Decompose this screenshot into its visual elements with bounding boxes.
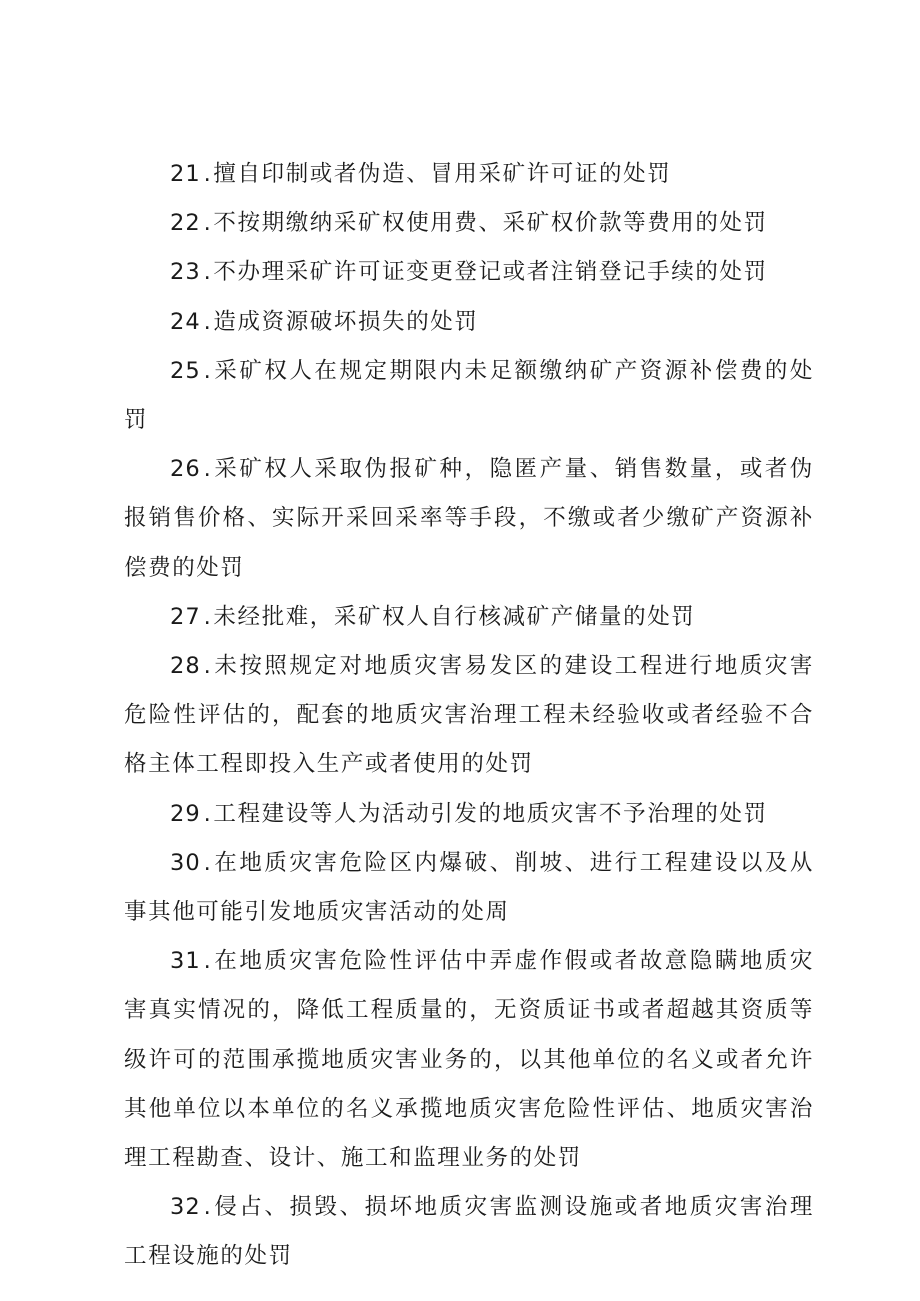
item-number: 21 (170, 161, 201, 187)
list-item: 22 .不按期缴纳采矿权使用费、采矿权价款等费用的处罚 (170, 210, 768, 237)
item-text: 侵占、损毁、损坏地质灾害监测设施或者地质灾害治理工程设施的处罚 (124, 1194, 814, 1270)
list-item: 23 .不办理采矿许可证变更登记或者注销登记手续的处罚 (170, 259, 768, 286)
list-item: 29 .工程建设等人为活动引发的地质灾害不予治理的处罚 (170, 800, 768, 827)
item-text: 未经批难，采矿权人自行核减矿产储量的处罚 (213, 603, 696, 630)
item-number: 24 (170, 308, 201, 335)
item-number: 31 (170, 948, 201, 975)
list-item: 28 .未按照规定对地质灾害易发区的建设工程进行地质灾害危险性评估的，配套的地质灾害治理工程未经验收或者经验不合格主体工程即投入生产或者使用的处罚 (124, 653, 814, 778)
item-text: 工程建设等人为活动引发的地质灾害不予治理的处罚 (213, 800, 768, 827)
item-number: 23 (170, 259, 201, 286)
item-number: 27 (170, 603, 201, 630)
list-item: 21 .擅自印制或者伪造、冒用采矿许可证的处罚 (170, 161, 672, 187)
item-text: 采矿权人在规定期限内未足额缴纳矿产资源补偿费的处罚 (124, 357, 814, 434)
list-item: 32 .侵占、损毁、损坏地质灾害监测设施或者地质灾害治理工程设施的处罚 (124, 1194, 814, 1270)
item-text: 在地质灾害危险区内爆破、削坡、进行工程建设以及从事其他可能引发地质灾害活动的处周 (124, 849, 814, 926)
list-item: 31 .在地质灾害危险性评估中弄虚作假或者故意隐瞒地质灾害真实情况的，降低工程质量的，无资质证书或者超越其资质等级许可的范围承揽地质灾害业务的，以其他单位的名义或者允许其他单位以本单位的名义承揽地质灾害危险性评估、地质灾害治理工程勘查、设计、施工和监理业务的处罚 (124, 948, 814, 1172)
item-text: 未按照规定对地质灾害易发区的建设工程进行地质灾害危险性评估的，配套的地质灾害治理工程未经验收或者经验不合格主体工程即投入生产或者使用的处罚 (124, 653, 814, 778)
item-number: 32 (170, 1194, 201, 1221)
item-text: 造成资源破坏损失的处罚 (213, 308, 479, 335)
item-text: 擅自印制或者伪造、冒用采矿许可证的处罚 (213, 161, 672, 187)
item-number: 26 (170, 456, 201, 483)
list-item: 24 .造成资源破坏损失的处罚 (170, 308, 479, 335)
item-number: 29 (170, 800, 201, 827)
item-number: 28 (170, 653, 201, 680)
item-number: 30 (170, 849, 201, 876)
item-text: 不办理采矿许可证变更登记或者注销登记手续的处罚 (213, 259, 768, 286)
item-text: 在地质灾害危险性评估中弄虚作假或者故意隐瞒地质灾害真实情况的，降低工程质量的，无资质证书或者超越其资质等级许可的范围承揽地质灾害业务的，以其他单位的名义或者允许其他单位以本单位的名义承揽地质灾害危险性评估、地质灾害治理工程勘查、设计、施工和监理业务的处罚 (124, 948, 814, 1172)
list-item: 26 .采矿权人采取伪报矿种，隐匿产量、销售数量，或者伪报销售价格、实际开采回采率等手段，不缴或者少缴矿产资源补偿费的处罚 (124, 456, 814, 581)
list-item: 30 .在地质灾害危险区内爆破、削坡、进行工程建设以及从事其他可能引发地质灾害活动的处周 (124, 849, 814, 926)
list-item: 25 .采矿权人在规定期限内未足额缴纳矿产资源补偿费的处罚 (124, 357, 814, 434)
item-text: 不按期缴纳采矿权使用费、采矿权价款等费用的处罚 (213, 210, 768, 237)
penalty-item-list (124, 150, 814, 1282)
item-number: 25 (170, 357, 201, 384)
item-text: 采矿权人采取伪报矿种，隐匿产量、销售数量，或者伪报销售价格、实际开采回采率等手段，不缴或者少缴矿产资源补偿费的处罚 (124, 456, 814, 581)
list-item: 27 .未经批难，采矿权人自行核减矿产储量的处罚 (170, 603, 696, 630)
item-number: 22 (170, 210, 201, 237)
